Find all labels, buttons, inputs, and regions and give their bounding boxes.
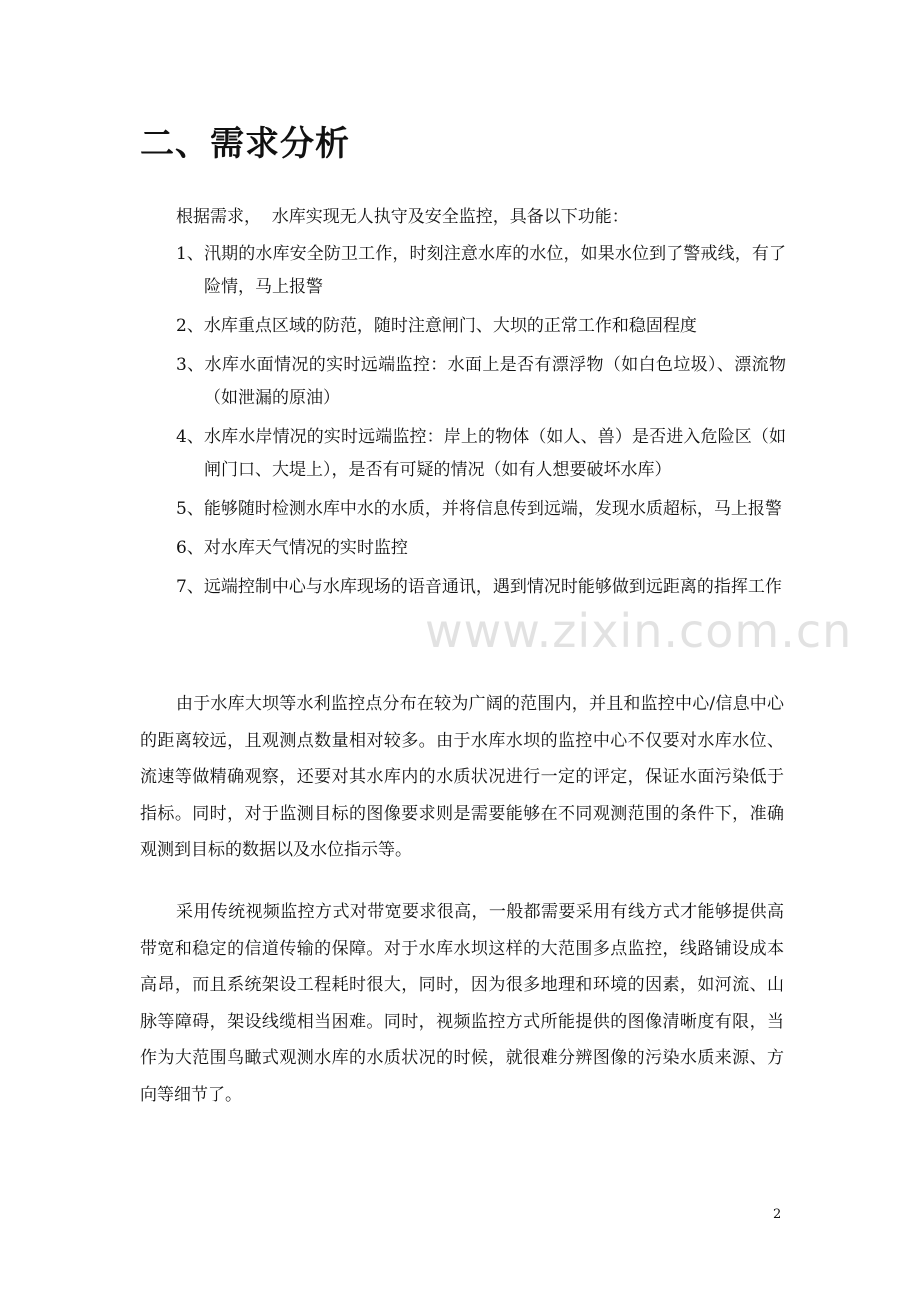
requirements-list xyxy=(176,238,786,610)
page-number: 2 xyxy=(773,1207,782,1222)
requirement-item: 3、水库水面情况的实时远端监控：水面上是否有漂浮物（如白色垃圾）、漂流物（如泄漏的原油） xyxy=(176,355,786,408)
requirement-item: 2、水库重点区域的防范，随时注意闸门、大坝的正常工作和稳固程度 xyxy=(176,316,697,336)
requirement-item: 7、远端控制中心与水库现场的语音通讯，遇到情况时能够做到远距离的指挥工作 xyxy=(176,577,782,597)
body-paragraph-2: 采用传统视频监控方式对带宽要求很高，一般都需要采用有线方式才能够提供高带宽和稳定的信道传输的保障。对于水库水坝这样的大范围多点监控，线路铺设成本高昂，而且系统架设工程耗时很大，同时，因为很多地理和环境的因素，如河流、山脉等障碍，架设线缆相当困难。同时，视频监控方式所能提供的图像清晰度有限，当作为大范围鸟瞰式观测水库的水质状况的时候，就很难分辨图像的污染水质来源、方向等细节了。 xyxy=(140,902,784,1105)
requirement-item: 1、汛期的水库安全防卫工作，时刻注意水库的水位，如果水位到了警戒线，有了险情，马上报警 xyxy=(176,244,786,297)
intro-text: 根据需求， 水库实现无人执守及安全监控，具备以下功能： xyxy=(176,207,629,227)
requirement-item: 5、能够随时检测水库中水的水质，并将信息传到远端，发现水质超标，马上报警 xyxy=(176,499,782,519)
requirement-item: 4、水库水岸情况的实时远端监控：岸上的物体（如人、兽）是否进入危险区（如闸门口、大堤上），是否有可疑的情况（如有人想要破坏水库） xyxy=(176,427,786,480)
body-paragraph-1: 由于水库大坝等水利监控点分布在较为广阔的范围内，并且和监控中心/信息中心的距离较远，且观测点数量相对较多。由于水库水坝的监控中心不仅要对水库水位、流速等做精确观察，还要对其水库内的水质状况进行一定的评定，保证水面污染低于指标。同时，对于监测目标的图像要求则是需要能够在不同观测范围的条件下，准确观测到目标的数据以及水位指示等。 xyxy=(140,694,784,860)
requirement-item: 6、对水库天气情况的实时监控 xyxy=(176,538,408,558)
section-heading: 二、需求分析 xyxy=(140,124,350,164)
watermark: www.zixin.com.cn xyxy=(425,604,853,658)
